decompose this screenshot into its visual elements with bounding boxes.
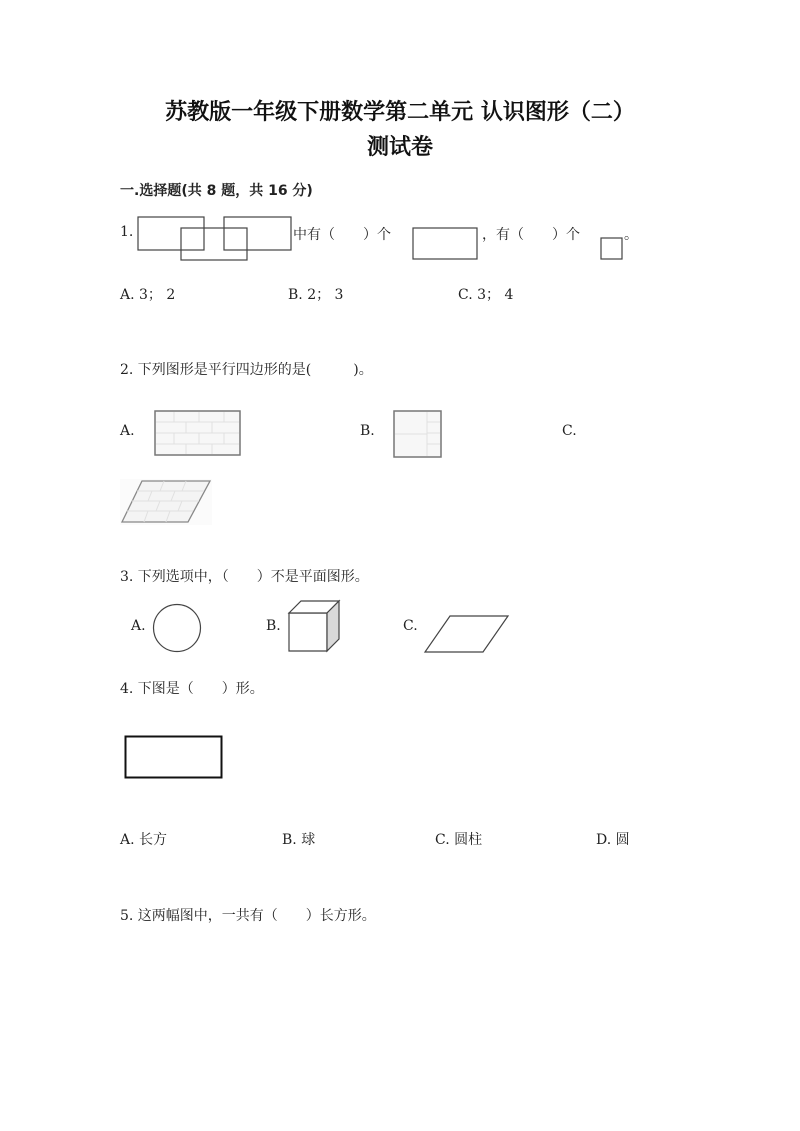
page-title: 苏教版一年级下册数学第二单元 认识图形（二） <box>165 100 635 125</box>
q3-option-c[interactable]: C. <box>403 618 418 634</box>
q4-rectangle-figure <box>124 735 224 780</box>
q4-option-a[interactable]: A. 长方 <box>120 832 168 848</box>
q3-circle-figure <box>152 603 202 653</box>
q2-option-a[interactable]: A. <box>120 423 135 439</box>
q1-text-a: 中有（ ）个 <box>293 227 391 243</box>
q3-option-a[interactable]: A. <box>131 618 146 634</box>
q4-text: 4. 下图是（ ）形。 <box>120 681 264 697</box>
q2-option-b-square-tiles <box>393 410 443 458</box>
q3-cube-figure <box>288 600 342 654</box>
q2-option-a-rectangle-tiles <box>154 410 242 457</box>
section-header: 一.选择题(共 8 题，共 16 分) <box>120 183 313 199</box>
q3-option-b[interactable]: B. <box>266 618 281 634</box>
q2-option-b[interactable]: B. <box>360 423 375 439</box>
q1-option-a[interactable]: A. 3； 2 <box>120 287 176 303</box>
q3-parallelogram-figure <box>424 614 510 654</box>
q4-option-b[interactable]: B. 球 <box>282 832 316 848</box>
q1-text-c: 。 <box>624 227 638 243</box>
q1-option-b[interactable]: B. 2； 3 <box>288 287 344 303</box>
q5-text: 5. 这两幅图中，一共有（ ）长方形。 <box>120 908 376 924</box>
q1-overlapping-rectangles-figure <box>137 216 292 262</box>
q1-option-c[interactable]: C. 3； 4 <box>458 287 514 303</box>
q1-rectangle-figure <box>412 227 478 260</box>
q2-text: 2. 下列图形是平行四边形的是( )。 <box>120 362 373 378</box>
q4-option-c[interactable]: C. 圆柱 <box>435 832 483 848</box>
q3-text: 3. 下列选项中，（ ）不是平面图形。 <box>120 569 369 585</box>
q1-text-b: ，有（ ）个 <box>482 227 580 243</box>
q1-square-figure <box>600 237 623 260</box>
q1-number: 1. <box>120 224 134 240</box>
q4-option-d[interactable]: D. 圆 <box>596 832 630 848</box>
q2-extra-parallelogram-tiles <box>120 479 212 525</box>
page-subtitle: 测试卷 <box>366 135 433 160</box>
q2-option-c[interactable]: C. <box>562 423 577 439</box>
